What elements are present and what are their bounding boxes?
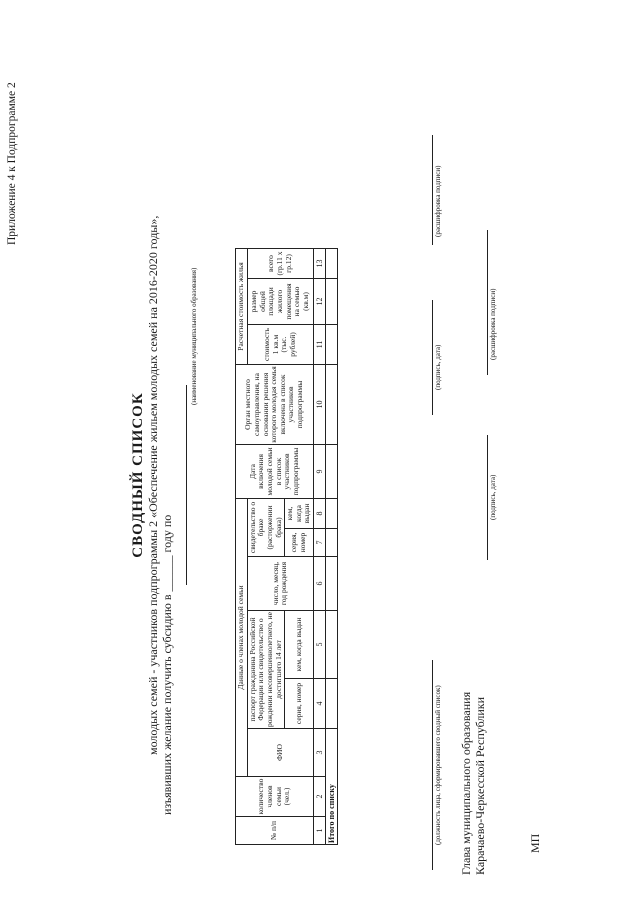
header-cell: количество членов семьи (чел.) <box>236 777 314 817</box>
total-label: Итого по списку <box>326 729 338 845</box>
col-number: 7 <box>314 529 326 557</box>
head-title-line-2: Карачаево-Черкесской Республики <box>473 696 487 875</box>
header-cell: серия, номер <box>285 679 314 729</box>
col-number: 12 <box>314 279 326 325</box>
col-number: 6 <box>314 557 326 611</box>
header-cell: стоимость 1 кв.м (тыс. рублей) <box>247 325 313 365</box>
col-number: 3 <box>314 729 326 777</box>
decode-line <box>432 135 433 245</box>
header-cell: кем, когда выдан <box>285 499 314 529</box>
header-cell: кем, когда выдан <box>285 611 314 679</box>
header-cell: Орган местного самоуправления, на основании решения которого молодая семья включена в список участников подпрограммы <box>236 365 314 445</box>
col-number: 4 <box>314 679 326 729</box>
compiler-caption: (должность лица, сформировавшего сводный список) <box>434 685 442 845</box>
column-number-row <box>314 249 326 845</box>
subtitle-line-1: молодых семей - участников подпрограммы 2 «Обеспечение жильем молодых семей на 2016-2020 годы», <box>146 215 160 755</box>
appendix-label: Приложение 4 к Подпрограмме 2 <box>6 82 18 245</box>
head-decode-caption: (расшифровка подписи) <box>489 288 497 360</box>
col-number: 10 <box>314 365 326 445</box>
subtitle-line-2: изъявивших желание получить субсидию в ______ году по <box>160 514 174 815</box>
compiler-signature-line <box>432 660 433 870</box>
table-header-row-2 <box>247 249 285 845</box>
col-number: 5 <box>314 611 326 679</box>
header-cell: № п/п <box>236 817 314 845</box>
col-number: 2 <box>314 777 326 817</box>
sign-date-caption: (подпись, дата) <box>434 344 442 390</box>
head-sign-caption: (подпись, дата) <box>489 474 497 520</box>
document-title: СВОДНЫЙ СПИСОК <box>130 392 146 558</box>
col-number: 1 <box>314 817 326 845</box>
decode-caption: (расшифровка подписи) <box>434 165 442 237</box>
summary-table <box>235 248 338 845</box>
col-number: 8 <box>314 499 326 529</box>
header-cell: паспорт гражданина Российской Федерации или свидетельство о рождении несовершеннолетнего, не достигшего 14 лет <box>247 611 285 729</box>
header-cell: ФИО <box>247 729 313 777</box>
header-cell: число, месяц, год рождения <box>247 557 313 611</box>
head-title-line-1: Глава муниципального образования <box>459 691 473 875</box>
col-number: 13 <box>314 249 326 279</box>
header-cell: Дата включения молодой семьи в список участников подпрограммы <box>236 445 314 499</box>
sign-date-line <box>432 300 433 415</box>
col-number: 11 <box>314 325 326 365</box>
table-header-row-1 <box>236 249 248 845</box>
header-cell: размер общей площади жилого помещения на семью (кв.м) <box>247 279 313 325</box>
total-row <box>326 249 338 845</box>
header-cell: серия, номер <box>285 529 314 557</box>
header-cell: свидетельство о браке (расторжении брака) <box>247 499 285 557</box>
col-number: 9 <box>314 445 326 499</box>
municipality-caption: (наименование муниципального образования) <box>190 267 198 405</box>
head-decode-line <box>487 230 488 375</box>
header-cell: всего (гр.11 х гр.12) <box>247 249 313 279</box>
stamp-place: МП <box>528 833 542 853</box>
header-cell: Данные о членах молодой семьи <box>236 499 248 777</box>
municipality-blank <box>186 385 187 585</box>
head-sign-line <box>487 435 488 560</box>
header-cell: Расчетная стоимость жилья <box>236 249 248 365</box>
